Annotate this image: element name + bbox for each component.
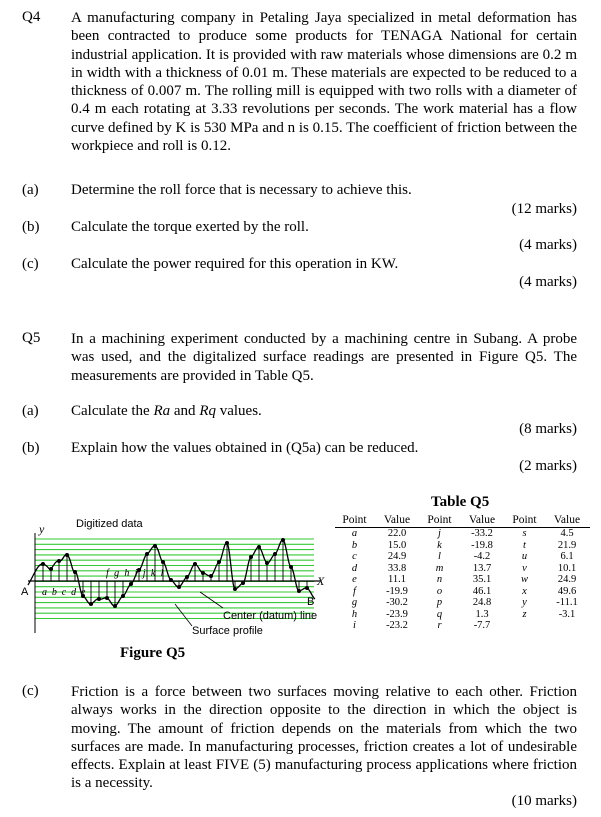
table-row bbox=[335, 551, 590, 563]
table-cell: 33.8 bbox=[387, 562, 407, 574]
table-cell: i bbox=[353, 620, 356, 631]
table-cell: g bbox=[351, 597, 358, 608]
table-cell: n bbox=[436, 574, 443, 585]
table-row bbox=[335, 528, 590, 540]
point-b-label: B bbox=[307, 596, 315, 608]
datum-leader bbox=[200, 592, 223, 608]
table-cell: 22.0 bbox=[387, 528, 407, 539]
point-letters-left: a b c d e bbox=[42, 587, 87, 598]
q4-part-b-marks: (4 marks) bbox=[519, 237, 577, 253]
table-cell: u bbox=[521, 551, 528, 562]
table-cell: x bbox=[522, 585, 527, 597]
q5-part-a-text: Calculate the Ra and Rq values. bbox=[71, 403, 262, 419]
table-cell: 24.9 bbox=[387, 551, 407, 562]
profile-leader bbox=[175, 604, 192, 626]
table-cell: 24.8 bbox=[472, 597, 492, 608]
ra-symbol: Ra bbox=[153, 403, 171, 419]
table-cell: 10.1 bbox=[557, 562, 577, 574]
point-letters-right: f g h i j k l bbox=[106, 568, 165, 579]
table-header: Point bbox=[505, 513, 544, 528]
q4-part-c-marks: (4 marks) bbox=[519, 274, 577, 290]
q4-part-a-label: (a) bbox=[22, 182, 39, 198]
table-cell: e bbox=[352, 574, 357, 585]
table-cell: f bbox=[353, 585, 356, 597]
table-cell: q bbox=[436, 608, 443, 620]
table-row bbox=[335, 563, 590, 575]
table-cell: v bbox=[522, 562, 527, 574]
q4-part-b-label: (b) bbox=[22, 219, 40, 235]
surface-profile-label: Surface profile bbox=[192, 625, 263, 637]
q5-part-b-label: (b) bbox=[22, 440, 40, 456]
q4-part-a-text: Determine the roll force that is necessary to achieve this. bbox=[71, 182, 412, 198]
table-cell: 6.1 bbox=[560, 551, 574, 562]
table-q5 bbox=[335, 513, 590, 632]
table-cell: -19.9 bbox=[386, 585, 408, 597]
table-cell: a bbox=[351, 528, 358, 539]
q5-part-c-label: (c) bbox=[22, 683, 39, 699]
q4-number: Q4 bbox=[22, 9, 41, 25]
table-cell: 15.0 bbox=[387, 539, 407, 551]
table-cell bbox=[505, 620, 544, 632]
table-cell: p bbox=[436, 597, 443, 608]
table-cell: -23.9 bbox=[386, 608, 408, 620]
center-datum-label: Center (datum) line bbox=[223, 610, 318, 622]
table-cell: l bbox=[438, 551, 441, 562]
y-axis-label: y bbox=[39, 522, 45, 536]
table-cell: -3.1 bbox=[558, 608, 576, 620]
q5-part-a-marks: (8 marks) bbox=[519, 421, 577, 437]
table-row bbox=[335, 540, 590, 552]
point-a-label: A bbox=[21, 586, 29, 598]
q4-part-b-text: Calculate the torque exerted by the roll. bbox=[71, 219, 309, 235]
table-cell: m bbox=[435, 562, 444, 574]
table-header: Point bbox=[335, 513, 374, 528]
table-cell: d bbox=[351, 562, 358, 574]
q4-part-c-text: Calculate the power required for this operation in KW. bbox=[71, 256, 399, 272]
table-header-row bbox=[335, 513, 590, 528]
q4-text: A manufacturing company in Petaling Jaya specialized in metal deformation has been contracted to produce some products for TENAGA National for certain industrial application. It is provided with raw materials whose dimensions are 0.2 m in width with a thickness of 0.01 m. These materials are expected to be reduced to a thickness of 0.007 m. The rolling mill is equipped with two rolls with a diameter of 0.4 m each rotating at 3.33 revolutions per seconds. The work material has a flow curve defined by K is 530 MPa and n is 0.15. The coefficient of friction between the workpiece and roll is 0.12. bbox=[71, 10, 577, 155]
table-cell: -33.2 bbox=[471, 528, 493, 539]
table-row bbox=[335, 609, 590, 621]
table-cell: -11.1 bbox=[556, 597, 578, 608]
table-cell: 21.9 bbox=[557, 539, 577, 551]
x-axis-label: X bbox=[317, 574, 325, 588]
table-header: Value bbox=[459, 513, 505, 528]
table-cell: -23.2 bbox=[386, 620, 408, 631]
table-cell: 4.5 bbox=[560, 528, 574, 539]
table-cell: 49.6 bbox=[557, 585, 577, 597]
table-cell: -7.7 bbox=[473, 620, 491, 631]
table-cell: k bbox=[437, 539, 442, 551]
table-header: Value bbox=[544, 513, 590, 528]
q4-part-a-marks: (12 marks) bbox=[511, 201, 577, 217]
q4-part-c-label: (c) bbox=[22, 256, 39, 272]
q5-part-a-label: (a) bbox=[22, 403, 39, 419]
table-title: Table Q5 bbox=[431, 494, 490, 510]
table-cell: 1.3 bbox=[475, 608, 489, 620]
figure-q5 bbox=[20, 505, 328, 640]
table-cell: 35.1 bbox=[472, 574, 492, 585]
table-cell: 11.1 bbox=[388, 574, 406, 585]
figure-caption: Figure Q5 bbox=[120, 645, 186, 661]
table-cell: z bbox=[522, 608, 527, 620]
table-cell: -30.2 bbox=[386, 597, 408, 608]
q5-part-b-marks: (2 marks) bbox=[519, 458, 577, 474]
digitized-data-label: Digitized data bbox=[76, 518, 143, 530]
table-cell: r bbox=[437, 620, 442, 631]
table-cell: o bbox=[436, 585, 443, 597]
table-cell: c bbox=[352, 551, 357, 562]
table-row bbox=[335, 574, 590, 586]
table-row bbox=[335, 620, 590, 632]
table-cell bbox=[544, 620, 590, 632]
table-cell: t bbox=[523, 539, 526, 551]
table-cell: s bbox=[522, 528, 527, 539]
table-cell: 13.7 bbox=[472, 562, 492, 574]
q5-part-c-marks: (10 marks) bbox=[511, 793, 577, 809]
table-cell: -4.2 bbox=[473, 551, 491, 562]
table-cell: 24.9 bbox=[557, 574, 577, 585]
table-cell: b bbox=[351, 539, 358, 551]
table-header: Value bbox=[374, 513, 420, 528]
grid-lines bbox=[35, 539, 314, 619]
table-row bbox=[335, 597, 590, 609]
table-cell: 46.1 bbox=[472, 585, 492, 597]
q5-number: Q5 bbox=[22, 330, 41, 346]
table-header: Point bbox=[420, 513, 459, 528]
table-cell: j bbox=[438, 528, 441, 539]
table-row bbox=[335, 586, 590, 598]
table-cell: -19.8 bbox=[471, 539, 493, 551]
rq-symbol: Rq bbox=[199, 403, 216, 419]
table-cell: w bbox=[520, 574, 528, 585]
table-cell: h bbox=[351, 608, 358, 620]
table-cell: y bbox=[522, 597, 527, 608]
q5-part-b-text: Explain how the values obtained in (Q5a) can be reduced. bbox=[71, 440, 419, 456]
q5-text: In a machining experiment conducted by a machining centre in Subang. A probe was used, and the digitalized surface readings are presented in Figure Q5. The measurements are provided in Table Q5. bbox=[71, 331, 577, 384]
q5-part-c-text: Friction is a force between two surfaces moving relative to each other. Friction always works in the direction opposite to the direction in which the object is moving. The amount of friction depends on the materials from which the two surfaces are made. In manufacturing processes, friction creates a lot of undesirable effects. Explain at least FIVE (5) manufacturing process applications where friction is a necessity. bbox=[71, 684, 577, 792]
